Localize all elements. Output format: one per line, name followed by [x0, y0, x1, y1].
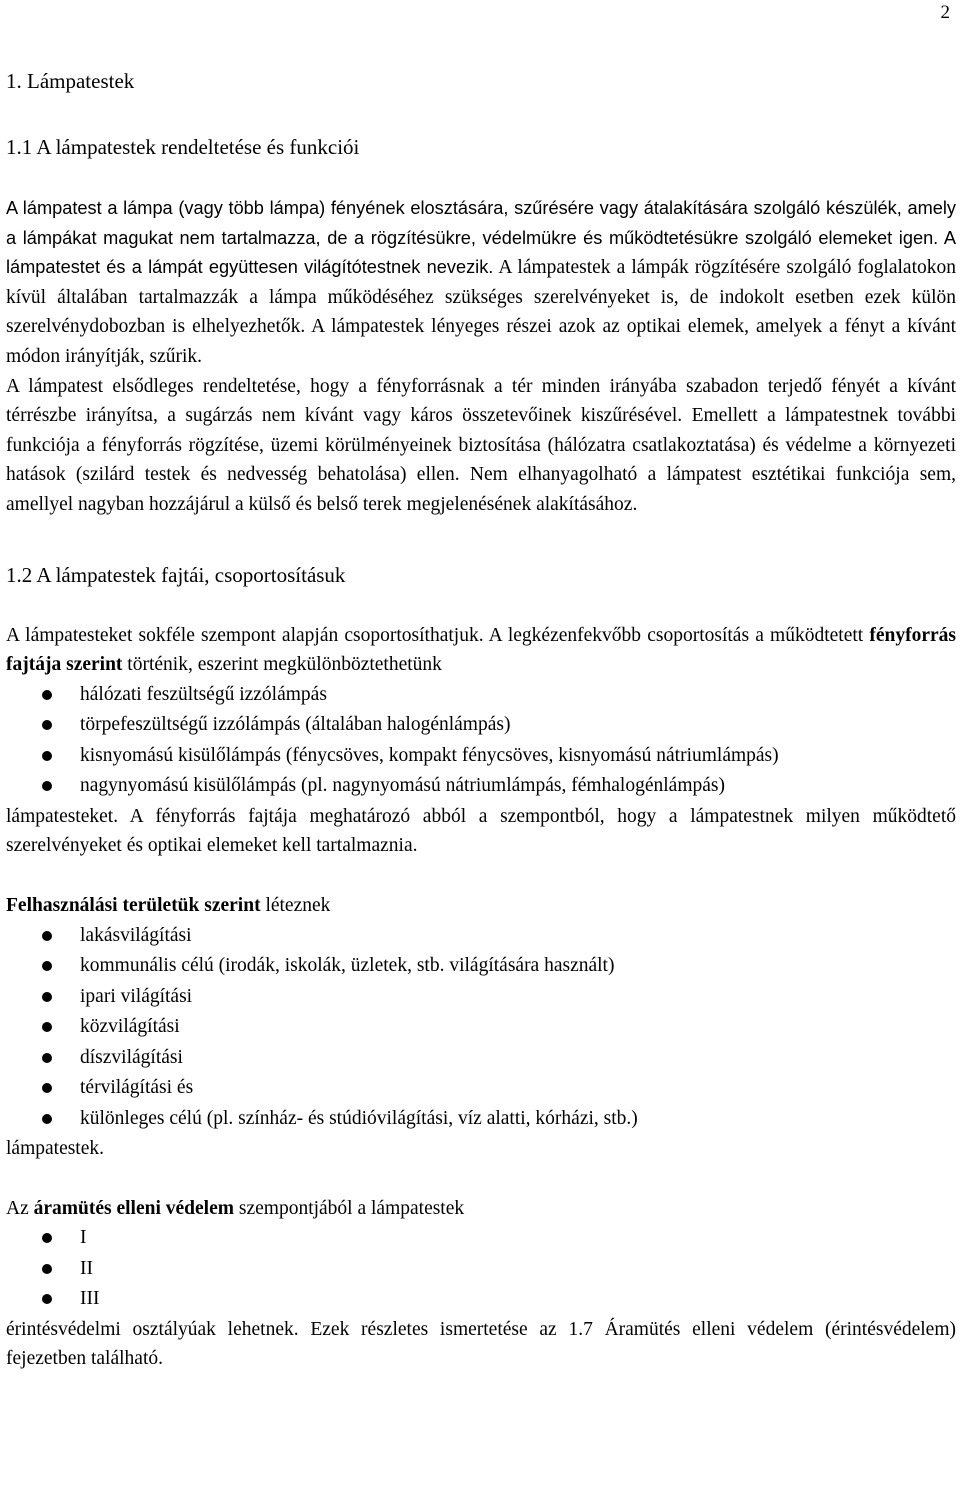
list-item: térvilágítási és [6, 1073, 956, 1104]
protection-class-list [6, 1223, 956, 1315]
list-item: II [6, 1254, 956, 1285]
bullet-icon [42, 1083, 52, 1093]
shock-bold-text: áramütés elleni védelem [33, 1197, 234, 1219]
usage-rest-text: léteznek [260, 894, 331, 916]
bullet-icon [42, 961, 52, 971]
shock-prefix-text: Az [6, 1197, 34, 1219]
bullet-icon [42, 1114, 52, 1124]
light-source-list [6, 680, 956, 802]
paragraph-after-light-sources: lámpatesteket. A fényforrás fajtája meghatározó abból a szempontból, hogy a lámpatestnek milyen működtető szerelvényeket és optikai elemeket kell tartalmaznia. [6, 805, 956, 857]
list-item: díszvilágítási [6, 1043, 956, 1074]
list-item: III [6, 1284, 956, 1315]
bullet-icon [42, 1022, 52, 1032]
bullet-icon [42, 992, 52, 1002]
bullet-icon [42, 931, 52, 941]
usage-area-list [6, 921, 956, 1135]
bullet-icon [42, 690, 52, 700]
list-item: lakásvilágítási [6, 921, 956, 952]
list-item: ipari világítási [6, 982, 956, 1013]
bullet-icon [42, 781, 52, 791]
section-title-1-1: 1.1 A lámpatestek rendeltetése és funkciói [6, 135, 360, 159]
chapter-title: 1. Lámpatestek [6, 69, 135, 93]
usage-bold-text: Felhasználási területük szerint [6, 894, 261, 916]
list-item: I [6, 1223, 956, 1254]
intro-text-2: történik, eszerint megkülönböztethetünk [122, 654, 442, 676]
bullet-icon [42, 1264, 52, 1274]
document-body [6, 66, 956, 1374]
intro-text-1: A lámpatesteket sokféle szempont alapján csoportosíthatjuk. A legkézenfekvőbb csoportosítás a működtetett [6, 624, 870, 646]
definition-serif-text: A lámpatestek a lámpák rögzítésére szolgáló foglalatokon kívül általában tartalmazzák a lámpa működéséhez szükséges szerelvényeket is, de indokolt esetben ezek külön szerelvénydobozban is elhelyezhetők. A lámpatestek lényeges részei azok az optikai elemek, amelyek a fényt a kívánt módon irányítják, szűrik. [6, 257, 956, 367]
list-item: különleges célú (pl. színház- és stúdióvilágítási, víz alatti, kórházi, stb.) [6, 1104, 956, 1135]
shock-rest-text: szempontjából a lámpatestek [234, 1197, 465, 1219]
bullet-icon [42, 1233, 52, 1243]
intro-bold-text: fényforrás fajtája szerint [6, 624, 956, 676]
paragraph-grouping-intro [6, 621, 956, 680]
paragraph-closing: érintésvédelmi osztályúak lehetnek. Ezek részletes ismertetése az 1.7 Áramütés elleni védelem (érintésvédelem) fejezetben található. [6, 1318, 956, 1370]
list-item: nagynyomású kisülőlámpás (pl. nagynyomású nátriumlámpás, fémhalogénlámpás) [6, 771, 956, 802]
list-item: kisnyomású kisülőlámpás (fénycsöves, kompakt fénycsöves, kisnyomású nátriumlámpás) [6, 741, 956, 772]
page-number: 2 [940, 2, 950, 23]
list-item: törpefeszültségű izzólámpás (általában halogénlámpás) [6, 710, 956, 741]
bullet-icon [42, 751, 52, 761]
paragraph-after-usage: lámpatestek. [6, 1138, 105, 1159]
paragraph-definition [6, 194, 956, 372]
definition-sans-text: A lámpatest a lámpa (vagy több lámpa) fényének elosztására, szűrésére vagy átalakítására szolgáló készülék, amely a lámpákat magukat nem tartalmazza, de a rögzítésükre, védelmükre és működtetésükre szolgáló elemeket igen. A lámpatestet és a lámpát együttesen világítótestnek nevezik. [6, 198, 956, 278]
list-item: közvilágítási [6, 1012, 956, 1043]
bullet-icon [42, 1294, 52, 1304]
paragraph-purpose: A lámpatest elsődleges rendeltetése, hogy a fényforrásnak a tér minden irányába szabadon terjedő fényét a kívánt térrészbe irányítsa, a sugárzás nem kívánt vagy káros összetevőinek kiszűrésével. Emellett a lámpatestnek további funkciója a fényforrás rögzítése, üzemi körülményeinek biztosítása (hálózatra csatlakoztatása) és védelme a környezeti hatások (szilárd testek és nedvesség behatolása) ellen. Nem elhanyagolható a lámpatest esztétikai funkciója sem, amellyel nagyban hozzájárul a külső és belső terek megjelenésének alakításához. [6, 375, 956, 515]
list-item: kommunális célú (irodák, iskolák, üzletek, stb. világítására használt) [6, 951, 956, 982]
paragraph-usage-intro [6, 891, 956, 921]
list-item: hálózati feszültségű izzólámpás [6, 680, 956, 711]
bullet-icon [42, 1053, 52, 1063]
paragraph-shock-intro [6, 1194, 956, 1224]
bullet-icon [42, 720, 52, 730]
section-title-1-2: 1.2 A lámpatestek fajtái, csoportosításuk [6, 562, 346, 587]
